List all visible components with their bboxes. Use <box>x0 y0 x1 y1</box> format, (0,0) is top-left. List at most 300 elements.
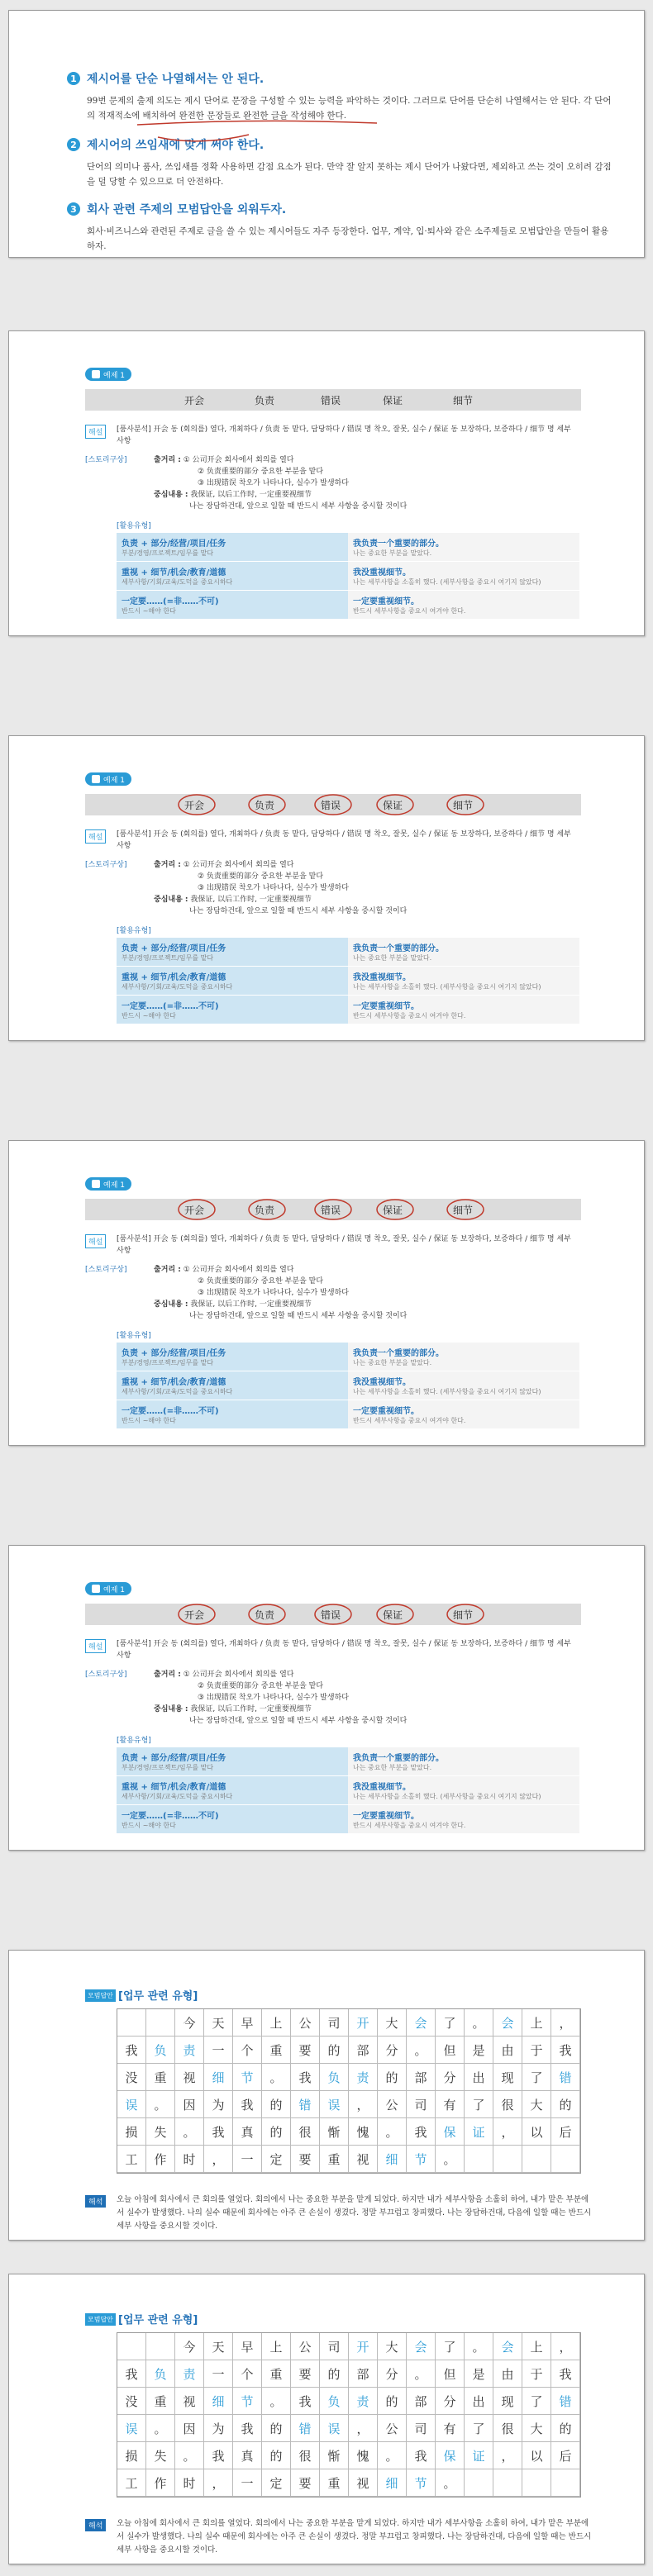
grid-cell: 惭 <box>320 2118 349 2146</box>
word-1: 开会 <box>184 1205 205 1216</box>
grid-cell: 误 <box>117 2091 146 2118</box>
practice-tag: [활용유형] <box>117 927 151 935</box>
grid-cell: 责 <box>349 2064 378 2091</box>
grid-cell: 负 <box>146 2360 175 2388</box>
grid-cell: 保 <box>436 2442 465 2469</box>
grid-cell: 节 <box>233 2064 262 2091</box>
grid-cell: 。 <box>175 2442 204 2469</box>
grid-cell: 有 <box>436 2091 465 2118</box>
grid-cell: 。 <box>465 2009 493 2037</box>
example-badge: 예제 1 <box>85 368 131 381</box>
story-tag: [스토리구상] <box>85 456 127 464</box>
grid-cell: 公 <box>291 2009 320 2037</box>
grid-cell: 要 <box>291 2037 320 2064</box>
tip-number: 3 <box>67 202 80 216</box>
grid-cell <box>551 2469 580 2497</box>
grid-cell: 。 <box>378 2118 407 2146</box>
grid-cell: 上 <box>522 2009 551 2037</box>
story-line: 출거리 : ① 公司开会 회사에서 회의를 열다 <box>154 1671 294 1679</box>
grid-cell: 了 <box>522 2064 551 2091</box>
grid-cell: 失 <box>146 2442 175 2469</box>
table-row: 负责 + 部分/经营/项目/任务 부분/경영/프로젝트/임무를 맡다 我负责一个重要的部分。 나는 중요한 부분을 맡았다. <box>117 1747 579 1776</box>
translation-text: 오늘 아침에 회사에서 큰 회의를 열었다. 회의에서 나는 중요한 부분을 맡게 되었다. 하지만 내가 세부사항을 소홀히 하여, 내가 맡은 부분에서 실수가 발생했다. 나의 실수 때문에 회사에는 아주 큰 손실이 생겼다. 정말 부끄럽고 창피했다. 나는 장담하건대, 다음에 일할 때는 반드시 세부 사항을 중요시할 것이다. <box>117 2519 592 2555</box>
tip-number: 1 <box>67 72 80 85</box>
grid-cell <box>146 2333 175 2360</box>
grid-cell: 会 <box>493 2009 522 2037</box>
story-line: ③ 出现错误 착오가 나타나다, 실수가 발생하다 <box>198 1694 349 1702</box>
story-line: ② 负责重要的部分 중요한 부분을 맡다 <box>198 872 324 881</box>
grid-cell: 很 <box>493 2091 522 2118</box>
model-title: [업무 관련 유형] <box>118 2314 198 2326</box>
grid-cell: 细 <box>204 2064 233 2091</box>
grid-cell: 细 <box>204 2388 233 2415</box>
word-4: 保证 <box>383 1609 403 1621</box>
grid-cell: 要 <box>291 2469 320 2497</box>
grid-cell: 出 <box>465 2064 493 2091</box>
grid-cell: 节 <box>407 2469 436 2497</box>
story-tag: [스토리구상] <box>85 1266 127 1274</box>
grid-cell: 我 <box>407 2118 436 2146</box>
grid-cell: 的 <box>551 2091 580 2118</box>
grid-cell: 作 <box>146 2146 175 2173</box>
grid-cell: 重 <box>146 2064 175 2091</box>
tip-title: 제시어의 쓰임새에 맞게 써야 한다. <box>87 139 265 152</box>
grid-cell: 于 <box>522 2360 551 2388</box>
grid-cell: 分 <box>378 2360 407 2388</box>
grid-cell: 损 <box>117 2442 146 2469</box>
tip-title: 제시어를 단순 나열해서는 안 된다. <box>87 73 265 86</box>
grid-cell: 司 <box>320 2009 349 2037</box>
pencil-icon <box>92 370 100 378</box>
grid-cell: 。 <box>175 2118 204 2146</box>
grid-cell: 误 <box>117 2415 146 2442</box>
grid-cell: 我 <box>204 2118 233 2146</box>
grid-cell <box>551 2146 580 2173</box>
grid-cell: 。 <box>146 2091 175 2118</box>
grid-cell: 上 <box>262 2009 291 2037</box>
grid-cell: 很 <box>493 2415 522 2442</box>
example-page <box>8 330 645 636</box>
grid-cell: ， <box>349 2415 378 2442</box>
grid-cell: 我 <box>551 2360 580 2388</box>
analysis-text: [품사분석] 开会 동 (회의를) 열다, 개최하다 / 负责 동 맡다, 담당하다 / 错误 명 착오, 잘못, 실수 / 保证 동 보장하다, 보증하다 / 细节 명 세부 사항 <box>117 830 571 850</box>
table-row: 重视 + 细节/机会/教育/道德 세부사항/기회/교육/도덕을 중요시하다 我没重视细节。 나는 세부사항을 소홀히 했다. (세부사항을 중요시 여기지 않았다) <box>117 1371 579 1400</box>
model-answer-page <box>8 1950 645 2241</box>
story-line: 나는 장담하건대, 앞으로 일할 때 반드시 세부 사항을 중시할 것이다 <box>189 1312 408 1320</box>
grid-cell: 误 <box>320 2415 349 2442</box>
grid-cell: 。 <box>465 2333 493 2360</box>
story-line: ③ 出现错误 착오가 나타나다, 실수가 발생하다 <box>198 479 349 487</box>
grid-cell: 天 <box>204 2009 233 2037</box>
grid-cell: 为 <box>204 2415 233 2442</box>
grid-cell <box>522 2146 551 2173</box>
grid-cell: 我 <box>291 2064 320 2091</box>
grid-cell: 定 <box>262 2146 291 2173</box>
grid-cell <box>146 2009 175 2037</box>
word-3: 错误 <box>321 800 341 811</box>
grid-cell: 因 <box>175 2415 204 2442</box>
grid-cell: 节 <box>233 2388 262 2415</box>
table-row: 重视 + 细节/机会/教育/道德 세부사항/기회/교육/도덕을 중요시하다 我没重视细节。 나는 세부사항을 소홀히 했다. (세부사항을 중요시 여기지 않았다) <box>117 967 579 996</box>
grid-cell: 误 <box>320 2091 349 2118</box>
story-line: ③ 出现错误 착오가 나타나다, 실수가 발생하다 <box>198 884 349 892</box>
tip-number: 2 <box>67 138 80 151</box>
answer-grid <box>117 2008 581 2174</box>
grid-cell: 工 <box>117 2469 146 2497</box>
answer-grid <box>117 2332 581 2498</box>
grid-cell: 愧 <box>349 2118 378 2146</box>
story-line: ② 负责重要的部分 중요한 부분을 맡다 <box>198 1277 324 1286</box>
grid-cell: 没 <box>117 2064 146 2091</box>
word-1: 开会 <box>184 1609 205 1621</box>
word-band <box>85 1199 581 1220</box>
grid-cell: ， <box>204 2146 233 2173</box>
grid-cell: 大 <box>378 2009 407 2037</box>
example-badge: 예제 1 <box>85 1582 131 1595</box>
grid-cell: 。 <box>146 2415 175 2442</box>
grid-cell: 视 <box>175 2064 204 2091</box>
grid-cell: 真 <box>233 2118 262 2146</box>
grid-cell: 责 <box>175 2037 204 2064</box>
grid-cell: 。 <box>436 2469 465 2497</box>
analysis-text: [품사분석] 开会 동 (회의를) 열다, 개최하다 / 负责 동 맡다, 담당하다 / 错误 명 착오, 잘못, 실수 / 保证 동 보장하다, 보증하다 / 细节 명 세부 사항 <box>117 1235 571 1255</box>
story-line: ② 负责重要的部分 중요한 부분을 맡다 <box>198 1682 324 1690</box>
story-line: 나는 장담하건대, 앞으로 일할 때 반드시 세부 사항을 중시할 것이다 <box>189 907 408 915</box>
grid-cell <box>493 2146 522 2173</box>
analysis-text: [품사분석] 开会 동 (회의를) 열다, 개최하다 / 负责 동 맡다, 담당하다 / 错误 명 착오, 잘못, 실수 / 保证 동 보장하다, 보증하다 / 细节 명 세부 사항 <box>117 1640 571 1660</box>
grid-cell: 部 <box>407 2388 436 2415</box>
grid-cell: 错 <box>551 2064 580 2091</box>
explain-tag: 해설 <box>85 829 106 844</box>
table-row: 一定要……(=非……不可) 반드시 ~해야 한다 一定要重视细节。 반드시 세부사항을 중요시 여겨야 한다. <box>117 1400 579 1429</box>
translation-tag: 해석 <box>85 2519 106 2531</box>
word-2: 负责 <box>255 1609 275 1621</box>
practice-table <box>117 938 579 1024</box>
word-band <box>85 389 581 411</box>
grid-cell: 早 <box>233 2333 262 2360</box>
tip-1 <box>67 70 612 123</box>
grid-cell: 会 <box>407 2009 436 2037</box>
grid-cell: ， <box>551 2009 580 2037</box>
story-tag: [스토리구상] <box>85 861 127 869</box>
grid-cell: 要 <box>291 2360 320 2388</box>
grid-cell: 会 <box>407 2333 436 2360</box>
grid-cell: 的 <box>262 2118 291 2146</box>
grid-cell: 错 <box>291 2091 320 2118</box>
grid-cell: 很 <box>291 2442 320 2469</box>
grid-cell: 上 <box>262 2333 291 2360</box>
grid-cell: 一 <box>204 2360 233 2388</box>
grid-cell: 大 <box>378 2333 407 2360</box>
tip-body: 회사·비즈니스와 관련된 주제로 글을 쓸 수 있는 제시어들도 자주 등장한다. 업무, 계약, 입·퇴사와 같은 소주제들로 모범답안을 만들어 활용하자. <box>87 226 609 251</box>
practice-table <box>117 1343 579 1429</box>
grid-cell: 以 <box>522 2118 551 2146</box>
grid-cell: 失 <box>146 2118 175 2146</box>
grid-cell: 。 <box>436 2146 465 2173</box>
story-line: ② 负责重要的部分 중요한 부분을 맡다 <box>198 468 324 476</box>
word-1: 开会 <box>184 800 205 811</box>
grid-cell: 一 <box>204 2037 233 2064</box>
grid-cell: 一 <box>233 2146 262 2173</box>
practice-tag: [활용유형] <box>117 1332 151 1340</box>
grid-cell: 公 <box>378 2091 407 2118</box>
grid-cell: 的 <box>262 2091 291 2118</box>
word-2: 负责 <box>255 800 275 811</box>
grid-cell: 细 <box>378 2146 407 2173</box>
grid-cell: 有 <box>436 2415 465 2442</box>
grid-cell: 我 <box>407 2442 436 2469</box>
grid-cell: 分 <box>436 2388 465 2415</box>
practice-tag: [활용유형] <box>117 522 151 530</box>
story-line: 중심내용 : 我保证, 以后工作时, 一定重要视细节 <box>154 896 312 904</box>
word-4: 保证 <box>383 395 403 406</box>
story-line: 나는 장담하건대, 앞으로 일할 때 반드시 세부 사항을 중시할 것이다 <box>189 502 408 511</box>
grid-cell: 司 <box>407 2415 436 2442</box>
grid-cell: 我 <box>233 2091 262 2118</box>
grid-cell <box>522 2469 551 2497</box>
grid-cell: 时 <box>175 2146 204 2173</box>
grid-cell: 因 <box>175 2091 204 2118</box>
grid-cell: 责 <box>175 2360 204 2388</box>
grid-cell: 视 <box>175 2388 204 2415</box>
grid-cell: 定 <box>262 2469 291 2497</box>
grid-cell: 为 <box>204 2091 233 2118</box>
example-page <box>8 735 645 1041</box>
grid-cell: 的 <box>378 2064 407 2091</box>
grid-cell: 现 <box>493 2388 522 2415</box>
grid-cell: 负 <box>146 2037 175 2064</box>
word-5: 细节 <box>453 1609 474 1621</box>
grid-cell: 我 <box>551 2037 580 2064</box>
story-line: 중심내용 : 我保证, 以后工作时, 一定重要视细节 <box>154 491 312 499</box>
grid-cell: 今 <box>175 2333 204 2360</box>
grid-cell: 。 <box>262 2388 291 2415</box>
story-line: 중심내용 : 我保证, 以后工作时, 一定重要视细节 <box>154 1705 312 1713</box>
grid-cell: 时 <box>175 2469 204 2497</box>
grid-cell: 司 <box>407 2091 436 2118</box>
grid-cell <box>465 2469 493 2497</box>
grid-cell: 开 <box>349 2333 378 2360</box>
grid-cell: 证 <box>465 2442 493 2469</box>
explain-tag: 해설 <box>85 425 106 439</box>
grid-cell: ， <box>349 2091 378 2118</box>
grid-cell: 重 <box>262 2037 291 2064</box>
model-tag: 모범답안 <box>85 1989 116 2002</box>
grid-cell: 大 <box>522 2415 551 2442</box>
word-5: 细节 <box>453 395 474 406</box>
table-row: 负责 + 部分/经营/项目/任务 부분/경영/프로젝트/임무를 맡다 我负责一个重要的部分。 나는 중요한 부분을 맡았다. <box>117 1343 579 1371</box>
grid-cell: 。 <box>407 2360 436 2388</box>
word-3: 错误 <box>321 1609 341 1621</box>
table-row: 一定要……(=非……不可) 반드시 ~해야 한다 一定要重视细节。 반드시 세부사항을 중요시 여겨야 한다. <box>117 1805 579 1834</box>
grid-cell: 证 <box>465 2118 493 2146</box>
grid-cell: 的 <box>378 2388 407 2415</box>
explain-tag: 해설 <box>85 1639 106 1653</box>
grid-cell: 的 <box>262 2415 291 2442</box>
example-page <box>8 1140 645 1446</box>
grid-cell: 我 <box>291 2388 320 2415</box>
model-title: [업무 관련 유형] <box>118 1990 198 2003</box>
practice-tag: [활용유형] <box>117 1737 151 1745</box>
grid-cell: 个 <box>233 2037 262 2064</box>
word-1: 开会 <box>184 395 205 406</box>
grid-cell: 损 <box>117 2118 146 2146</box>
grid-cell: 公 <box>291 2333 320 2360</box>
grid-cell: 了 <box>465 2415 493 2442</box>
grid-cell: 个 <box>233 2360 262 2388</box>
grid-cell: 了 <box>436 2333 465 2360</box>
tip-2 <box>67 136 612 189</box>
grid-cell: 由 <box>493 2360 522 2388</box>
grid-cell: 工 <box>117 2146 146 2173</box>
grid-cell: 部 <box>349 2037 378 2064</box>
word-3: 错误 <box>321 395 341 406</box>
grid-cell: 我 <box>204 2442 233 2469</box>
grid-cell: 了 <box>522 2388 551 2415</box>
grid-cell: 负 <box>320 2388 349 2415</box>
word-2: 负责 <box>255 395 275 406</box>
grid-cell: 早 <box>233 2009 262 2037</box>
tips-page <box>8 10 645 258</box>
grid-cell: 重 <box>320 2146 349 2173</box>
grid-cell: 重 <box>146 2388 175 2415</box>
grid-cell: 上 <box>522 2333 551 2360</box>
grid-cell: 分 <box>436 2064 465 2091</box>
grid-cell: 开 <box>349 2009 378 2037</box>
grid-cell: 要 <box>291 2146 320 2173</box>
grid-cell: 现 <box>493 2064 522 2091</box>
grid-cell: 责 <box>349 2388 378 2415</box>
grid-cell: ， <box>493 2118 522 2146</box>
grid-cell <box>465 2146 493 2173</box>
tip-3 <box>67 201 612 254</box>
word-4: 保证 <box>383 800 403 811</box>
translation-tag: 해석 <box>85 2195 106 2208</box>
grid-cell: 是 <box>465 2037 493 2064</box>
grid-cell: 公 <box>378 2415 407 2442</box>
grid-cell: 重 <box>320 2469 349 2497</box>
table-row: 重视 + 细节/机会/教育/道德 세부사항/기회/교육/도덕을 중요시하다 我没重视细节。 나는 세부사항을 소홀히 했다. (세부사항을 중요시 여기지 않았다) <box>117 562 579 591</box>
grid-cell: 一 <box>233 2469 262 2497</box>
grid-cell: 我 <box>117 2037 146 2064</box>
word-3: 错误 <box>321 1205 341 1216</box>
table-row: 负责 + 部分/经营/项目/任务 부분/경영/프로젝트/임무를 맡다 我负责一个重要的部分。 나는 중요한 부분을 맡았다. <box>117 938 579 967</box>
grid-cell: 今 <box>175 2009 204 2037</box>
translation-text: 오늘 아침에 회사에서 큰 회의를 열었다. 회의에서 나는 중요한 부분을 맡게 되었다. 하지만 내가 세부사항을 소홀히 하여, 내가 맡은 부분에서 실수가 발생했다. 나의 실수 때문에 회사에는 아주 큰 손실이 생겼다. 정말 부끄럽고 창피했다. 나는 장담하건대, 다음에 일할 때는 반드시 세부 사항을 중요시할 것이다. <box>117 2195 592 2231</box>
grid-cell: 司 <box>320 2333 349 2360</box>
word-4: 保证 <box>383 1205 403 1216</box>
grid-cell <box>117 2333 146 2360</box>
story-line: 출거리 : ① 公司开会 회사에서 회의를 열다 <box>154 1266 294 1274</box>
grid-cell: 负 <box>320 2064 349 2091</box>
grid-cell: 。 <box>407 2037 436 2064</box>
grid-cell: 我 <box>117 2360 146 2388</box>
pencil-icon <box>92 1180 100 1188</box>
grid-cell: 保 <box>436 2118 465 2146</box>
model-tag: 모범답안 <box>85 2313 116 2326</box>
grid-cell <box>117 2009 146 2037</box>
analysis-text: [품사분석] 开会 동 (회의를) 열다, 개최하다 / 负责 동 맡다, 담당하다 / 错误 명 착오, 잘못, 실수 / 保证 동 보장하다, 보증하다 / 细节 명 세부 사항 <box>117 425 571 445</box>
story-tag: [스토리구상] <box>85 1671 127 1679</box>
model-answer-page <box>8 2274 645 2564</box>
grid-cell: 错 <box>551 2388 580 2415</box>
grid-cell: 我 <box>233 2415 262 2442</box>
grid-cell: 节 <box>407 2146 436 2173</box>
grid-cell: 了 <box>465 2091 493 2118</box>
grid-cell: 是 <box>465 2360 493 2388</box>
word-5: 细节 <box>453 800 474 811</box>
grid-cell: 分 <box>378 2037 407 2064</box>
tip-title: 회사 관련 주제의 모범답안을 외워두자. <box>87 203 287 216</box>
grid-cell: ， <box>204 2469 233 2497</box>
table-row: 重视 + 细节/机会/教育/道德 세부사항/기회/교육/도덕을 중요시하다 我没重视细节。 나는 세부사항을 소홀히 했다. (세부사항을 중요시 여기지 않았다) <box>117 1776 579 1805</box>
story-line: 중심내용 : 我保证, 以后工作时, 一定重要视细节 <box>154 1300 312 1309</box>
story-line: 나는 장담하건대, 앞으로 일할 때 반드시 세부 사항을 중시할 것이다 <box>189 1717 408 1725</box>
table-row: 负责 + 部分/经营/项目/任务 부분/경영/프로젝트/임무를 맡다 我负责一个重要的部分。 나는 중요한 부분을 맡았다. <box>117 533 579 562</box>
example-badge: 예제 1 <box>85 772 131 786</box>
grid-cell: 大 <box>522 2091 551 2118</box>
explain-tag: 해설 <box>85 1234 106 1248</box>
word-band <box>85 1604 581 1625</box>
grid-cell: 。 <box>262 2064 291 2091</box>
example-badge: 예제 1 <box>85 1177 131 1191</box>
tip-body: 99번 문제의 출제 의도는 제시 단어로 문장을 구성할 수 있는 능력을 파악하는 것이다. 그러므로 단어를 단순히 나열해서는 안 된다. 각 단어의 적재적소에 배치하여 완전한 문장들로 완전한 글을 작성해야 한다. <box>87 96 612 121</box>
grid-cell: 没 <box>117 2388 146 2415</box>
grid-cell: 以 <box>522 2442 551 2469</box>
grid-cell: ， <box>493 2442 522 2469</box>
grid-cell: 但 <box>436 2037 465 2064</box>
tip-body: 단어의 의미나 품사, 쓰임새를 정확 사용하면 감점 요소가 된다. 만약 잘 알지 못하는 제시 단어가 나왔다면, 제외하고 쓰는 것이 오히려 감점을 덜 당할 수 있으므로 더 안전하다. <box>87 162 612 187</box>
grid-cell: 后 <box>551 2442 580 2469</box>
story-line: 출거리 : ① 公司开会 회사에서 회의를 열다 <box>154 861 294 869</box>
grid-cell: 出 <box>465 2388 493 2415</box>
grid-cell <box>493 2469 522 2497</box>
practice-table <box>117 533 579 620</box>
grid-cell: 后 <box>551 2118 580 2146</box>
pencil-icon <box>92 775 100 783</box>
grid-cell: 了 <box>436 2009 465 2037</box>
grid-cell: 的 <box>320 2360 349 2388</box>
grid-cell: 惭 <box>320 2442 349 2469</box>
grid-cell: 重 <box>262 2360 291 2388</box>
story-line: ③ 出现错误 착오가 나타나다, 실수가 발생하다 <box>198 1289 349 1297</box>
grid-cell: 视 <box>349 2469 378 2497</box>
grid-cell: 真 <box>233 2442 262 2469</box>
grid-cell: 但 <box>436 2360 465 2388</box>
word-band <box>85 794 581 815</box>
table-row: 一定要……(=非……不可) 반드시 ~해야 한다 一定要重视细节。 반드시 세부사항을 중요시 여겨야 한다. <box>117 591 579 620</box>
pencil-icon <box>92 1585 100 1593</box>
grid-cell: 的 <box>262 2442 291 2469</box>
grid-cell: 部 <box>407 2064 436 2091</box>
practice-table <box>117 1747 579 1834</box>
grid-cell: 错 <box>291 2415 320 2442</box>
word-5: 细节 <box>453 1205 474 1216</box>
grid-cell: ， <box>551 2333 580 2360</box>
grid-cell: 天 <box>204 2333 233 2360</box>
grid-cell: 作 <box>146 2469 175 2497</box>
example-page <box>8 1545 645 1851</box>
grid-cell: 。 <box>378 2442 407 2469</box>
grid-cell: 的 <box>320 2037 349 2064</box>
story-line: 출거리 : ① 公司开会 회사에서 회의를 열다 <box>154 456 294 464</box>
grid-cell: 视 <box>349 2146 378 2173</box>
grid-cell: 部 <box>349 2360 378 2388</box>
grid-cell: 很 <box>291 2118 320 2146</box>
table-row: 一定要……(=非……不可) 반드시 ~해야 한다 一定要重视细节。 반드시 세부사항을 중요시 여겨야 한다. <box>117 996 579 1024</box>
grid-cell: 会 <box>493 2333 522 2360</box>
grid-cell: 细 <box>378 2469 407 2497</box>
